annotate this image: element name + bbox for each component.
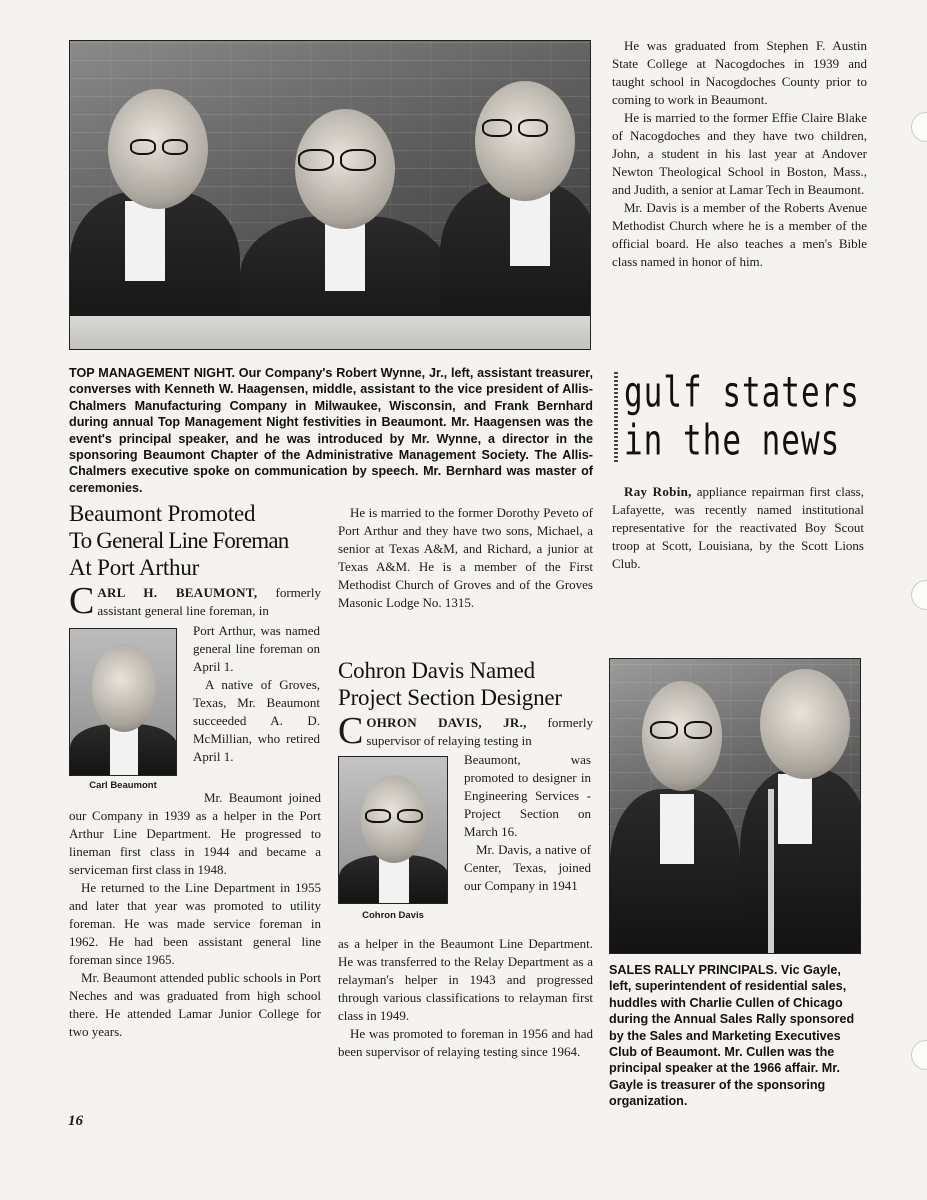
beaumont-paragraph: He returned to the Line Department in 1955 and later that year was promoted to utility foreman. He was made service foreman in 1962. He had been assistant general line foreman since 1965. <box>69 880 321 967</box>
sales-caption-label: SALES RALLY PRINCIPALS. <box>609 963 778 977</box>
davis-headline-line1: Cohron Davis Named <box>338 658 535 683</box>
cohron-davis-photo-caption: Cohron Davis <box>362 910 424 921</box>
beaumont-continued-paragraph: He is married to the former Dorothy Peveto of Port Arthur and they have two sons, Michael, a senior at Texas A&M, and Richard, a junior at Texas A&M. He is a member of the First Methodist Church of Groves and of the Groves Masonic Lodge No. 1315. <box>338 505 593 610</box>
davis-continued-paragraph: He was graduated from Stephen F. Austin State College at Nacogdoches in 1939 and taught school in Nacogdoches County prior to coming to work in Beaumont. <box>612 38 867 107</box>
davis-paragraph: as a helper in the Beaumont Line Department. He was transferred to the Relay Department as a relayman's helper in 1943 and progressed through various classifications to relayman first class in 1949. <box>338 936 593 1023</box>
top-photo-caption <box>69 365 593 496</box>
beaumont-headline-line3: At Port Arthur <box>69 555 200 580</box>
davis-lead-name: OHRON DAVIS, JR., <box>366 715 527 730</box>
beaumont-headline <box>69 500 329 581</box>
top-management-photo <box>69 40 591 350</box>
carl-beaumont-photo <box>69 628 177 776</box>
davis-drop-cap: C <box>338 710 364 752</box>
beaumont-headline-line2: To General Line Foreman <box>69 528 289 553</box>
davis-lead <box>338 710 593 752</box>
beaumont-lead <box>69 580 321 622</box>
davis-body <box>338 935 593 1061</box>
davis-paragraph: He was promoted to foreman in 1956 and had been supervisor of relaying testing since 1964. <box>338 1026 593 1059</box>
davis-headline-line2: Project Section Designer <box>338 685 562 710</box>
beaumont-continued <box>338 504 593 612</box>
news-lead-name: Ray Robin, <box>624 484 692 499</box>
carl-beaumont-photo-caption: Carl Beaumont <box>89 780 157 791</box>
news-item <box>612 483 864 573</box>
cohron-davis-photo <box>338 756 448 904</box>
davis-headline <box>338 657 598 711</box>
davis-continued-text <box>612 37 867 271</box>
binder-hole-bottom <box>911 1040 927 1070</box>
beaumont-headline-line1: Beaumont Promoted <box>69 501 256 526</box>
beaumont-body <box>69 789 321 1041</box>
news-title-line2: in the news <box>624 416 841 466</box>
davis-continued-paragraph: He is married to the former Effie Claire Blake of Nacogdoches and they have two children, John, a student in his last year at Andover Newton Theological School in Boston, Mass., and Judith, a senior at Lamar Tech in Beaumont. <box>612 110 867 197</box>
beaumont-paragraph: Mr. Beaumont attended public schools in Port Neches and was graduated from high school there. He attended Lamar Junior College for two years. <box>69 970 321 1039</box>
top-caption-text: Our Company's Robert Wynne, Jr., left, assistant treasurer, converses with Kenneth W. Haagensen, middle, assistant to the vice president of Allis-Chalmers Manufacturing Company in Milwaukee, Wisconsin, and Frank Bernhard during annual Top Management Night festivities in Beaumont. Mr. Haagensen was the event's principal speaker, and he was introduced by Mr. Wynne, a director in the sponsoring Beaumont Chapter of the Administrative Management Society. The Allis-Chalmers executive spoke on communication by speech. Mr. Bernhard was master of ceremonies. <box>69 366 593 495</box>
beaumont-beside-photo <box>193 622 320 766</box>
news-section-title <box>624 366 874 466</box>
davis-beside-photo <box>464 751 591 895</box>
davis-beside-paragraph-2: Mr. Davis, a native of Center, Texas, joined our Company in 1941 <box>464 842 591 893</box>
news-item-text: appliance repairman first class, Lafayette, was recently named institutional representative for the reactivated Boy Scout troop at Scott, Louisiana, by the Scott Lions Club. <box>612 484 864 571</box>
beaumont-lead-name: ARL H. BEAUMONT, <box>97 585 258 600</box>
beaumont-drop-cap: C <box>69 580 95 622</box>
davis-lead-text: formerly supervisor of relaying testing in <box>366 715 593 748</box>
sales-rally-photo <box>609 658 861 954</box>
binder-hole-middle <box>911 580 927 610</box>
beaumont-beside-paragraph-2: A native of Groves, Texas, Mr. Beaumont succeeded A. D. McMillian, who retired April 1. <box>193 677 320 764</box>
beaumont-lead-text: formerly assistant general line foreman, in <box>97 585 321 618</box>
beaumont-beside-paragraph: Port Arthur, was named general line foreman on April 1. <box>193 623 320 674</box>
beaumont-paragraph: Mr. Beaumont joined our Company in 1939 as a helper in the Port Arthur Line Department. He progressed to lineman first class in 1944 and became a serviceman first class in 1948. <box>69 790 321 877</box>
top-caption-label: TOP MANAGEMENT NIGHT. <box>69 366 235 380</box>
davis-continued-paragraph: Mr. Davis is a member of the Roberts Avenue Methodist Church where he is a member of the official board. He also teaches a men's Bible class named in honor of him. <box>612 200 867 269</box>
news-section-rule <box>614 372 618 462</box>
binder-hole-top <box>911 112 927 142</box>
davis-beside-paragraph: Beaumont, was promoted to designer in Engineering Services - Project Section on March 16. <box>464 752 591 839</box>
page-number: 16 <box>68 1113 83 1129</box>
sales-rally-caption <box>609 962 863 1110</box>
news-title-line1: gulf staters <box>624 368 860 418</box>
sales-caption-text: Vic Gayle, left, superintendent of residential sales, huddles with Charlie Cullen of Chicago during the Annual Sales Rally sponsored by the Sales and Marketing Executives Club of Beaumont. Mr. Cullen was the principal speaker at the 1966 affair. Mr. Gayle is treasurer of the sponsoring organization. <box>609 963 855 1109</box>
